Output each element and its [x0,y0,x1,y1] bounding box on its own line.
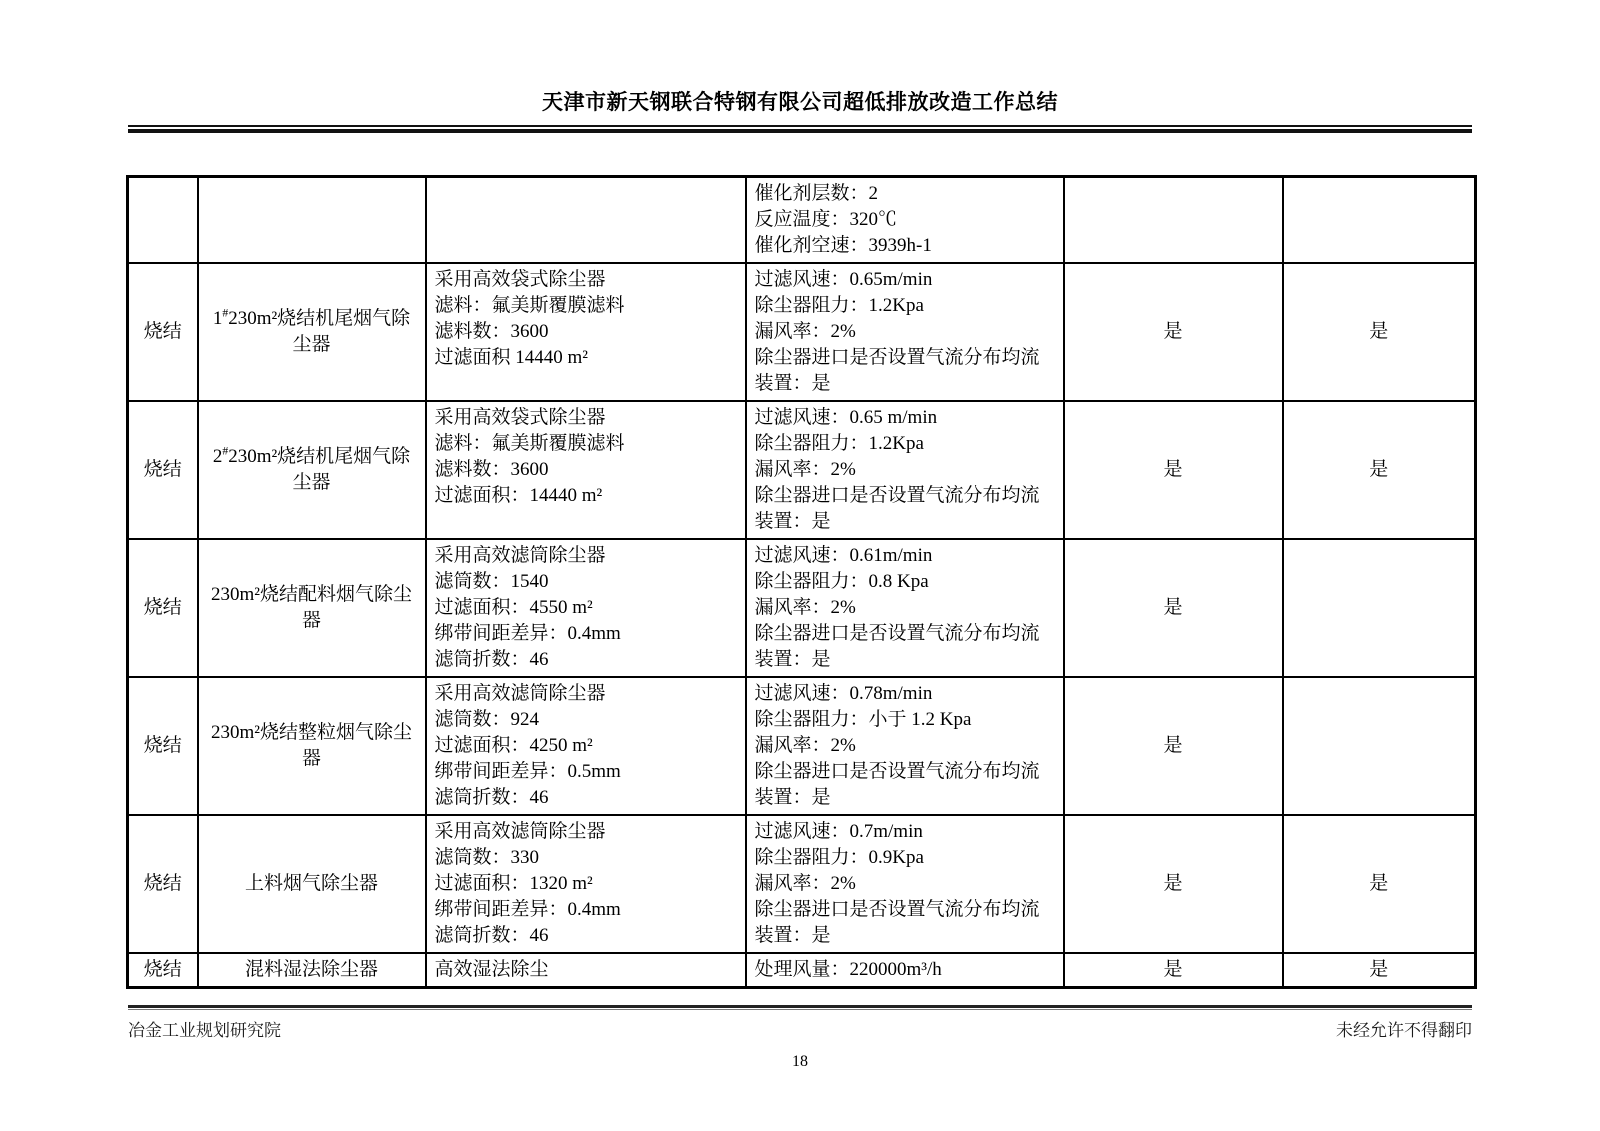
cell-line: 滤筒数：1540 [434,571,549,592]
cell-line: 过滤面积：4250 m² [434,735,593,756]
cell-flag-2: 是 [1283,953,1476,988]
cell-line: 除尘器阻力：1.2Kpa [754,433,924,454]
cell-line: 漏风率：2% [754,873,856,894]
cell-flag-1: 是 [1064,953,1283,988]
cell-measures [426,263,746,401]
cell-line: 除尘器进口是否设置气流分布均流装置：是 [754,347,1040,394]
cell-measures [426,401,746,539]
cell-line: 过滤风速：0.7m/min [754,821,923,842]
cell-line: 滤料：氟美斯覆膜滤料 [434,433,625,454]
cell-line: 滤筒折数：46 [434,649,549,670]
table-row [128,177,1476,264]
cell-line: 催化剂空速：3939h-1 [754,235,932,256]
cell-params [746,677,1064,815]
cell-device: 上料烟气除尘器 [198,815,426,953]
cell-line: 高效湿法除尘 [434,959,549,980]
cell-line: 采用高效滤筒除尘器 [434,683,606,704]
cell-line: 滤料数：3600 [434,459,549,480]
cell-flag-1: 是 [1064,677,1283,815]
cell-flag-1 [1064,177,1283,264]
cell-device: 1#230m²烧结机尾烟气除尘器 [198,263,426,401]
cell-line: 滤筒数：924 [434,709,540,730]
cell-device [198,177,426,264]
cell-flag-1: 是 [1064,815,1283,953]
cell-device: 230m²烧结配料烟气除尘器 [198,539,426,677]
cell-flag-2 [1283,677,1476,815]
cell-line: 过滤风速：0.65m/min [754,269,933,290]
cell-line: 滤筒折数：46 [434,925,549,946]
table-row [128,539,1476,677]
cell-line: 除尘器阻力：0.9Kpa [754,847,924,868]
cell-flag-2 [1283,539,1476,677]
cell-line: 采用高效袋式除尘器 [434,407,606,428]
cell-line: 除尘器进口是否设置气流分布均流装置：是 [754,623,1040,670]
cell-flag-2: 是 [1283,815,1476,953]
cell-line: 除尘器进口是否设置气流分布均流装置：是 [754,761,1040,808]
table-row [128,815,1476,953]
cell-line: 采用高效滤筒除尘器 [434,545,606,566]
footer-rule [128,1005,1472,1010]
cell-line: 除尘器阻力：0.8 Kpa [754,571,929,592]
cell-section: 烧结 [128,539,198,677]
cell-params [746,401,1064,539]
cell-flag-1: 是 [1064,539,1283,677]
cell-line: 过滤面积：4550 m² [434,597,593,618]
cell-line: 绑带间距差异：0.4mm [434,899,621,920]
cell-params [746,815,1064,953]
cell-line: 滤料：氟美斯覆膜滤料 [434,295,625,316]
cell-line: 反应温度：320℃ [754,209,898,230]
cell-line: 处理风量：220000m³/h [754,959,942,980]
table-body [128,177,1476,988]
table-row [128,263,1476,401]
cell-section [128,177,198,264]
footer [128,1016,1472,1041]
cell-params [746,539,1064,677]
cell-line: 除尘器进口是否设置气流分布均流装置：是 [754,899,1040,946]
cell-line: 漏风率：2% [754,735,856,756]
cell-line: 除尘器阻力：1.2Kpa [754,295,924,316]
cell-line: 绑带间距差异：0.4mm [434,623,621,644]
cell-line: 滤筒数：330 [434,847,540,868]
header-rule-thick-line [128,129,1472,133]
cell-flag-2: 是 [1283,263,1476,401]
cell-line: 除尘器阻力：小于 1.2 Kpa [754,709,972,730]
cell-line: 催化剂层数：2 [754,183,879,204]
cell-params [746,263,1064,401]
page-number: 18 [792,1053,808,1070]
footer-left-text: 冶金工业规划研究院 [128,1021,281,1040]
cell-line: 采用高效袋式除尘器 [434,269,606,290]
cell-measures [426,177,746,264]
cell-section: 烧结 [128,677,198,815]
cell-device: 混料湿法除尘器 [198,953,426,988]
table-row [128,401,1476,539]
cell-line: 漏风率：2% [754,321,856,342]
cell-device: 2#230m²烧结机尾烟气除尘器 [198,401,426,539]
header-rule [128,125,1472,133]
cell-line: 除尘器进口是否设置气流分布均流装置：是 [754,485,1040,532]
cell-measures [426,677,746,815]
cell-line: 过滤面积：14440 m² [434,485,603,506]
cell-line: 绑带间距差异：0.5mm [434,761,621,782]
cell-params [746,177,1064,264]
cell-line: 过滤面积：1320 m² [434,873,593,894]
cell-flag-2 [1283,177,1476,264]
cell-section: 烧结 [128,263,198,401]
table-row [128,677,1476,815]
cell-line: 漏风率：2% [754,459,856,480]
cell-measures [426,539,746,677]
cell-flag-1: 是 [1064,263,1283,401]
cell-section: 烧结 [128,401,198,539]
cell-line: 过滤风速：0.61m/min [754,545,933,566]
cell-line: 过滤风速：0.78m/min [754,683,933,704]
cell-section: 烧结 [128,815,198,953]
cell-params [746,953,1064,988]
cell-line: 采用高效滤筒除尘器 [434,821,606,842]
page-title: 天津市新天钢联合特钢有限公司超低排放改造工作总结 [542,91,1058,114]
cell-flag-1: 是 [1064,401,1283,539]
cell-device: 230m²烧结整粒烟气除尘器 [198,677,426,815]
cell-line: 漏风率：2% [754,597,856,618]
footer-rule-thin-line [128,1009,1472,1010]
cell-flag-2: 是 [1283,401,1476,539]
equipment-table [126,175,1477,989]
cell-measures [426,953,746,988]
cell-section: 烧结 [128,953,198,988]
cell-line: 滤料数：3600 [434,321,549,342]
cell-line: 滤筒折数：46 [434,787,549,808]
cell-measures [426,815,746,953]
footer-right-text: 未经允许不得翻印 [1336,1021,1472,1040]
table-row [128,953,1476,988]
cell-line: 过滤面积 14440 m² [434,347,588,368]
cell-line: 过滤风速：0.65 m/min [754,407,938,428]
